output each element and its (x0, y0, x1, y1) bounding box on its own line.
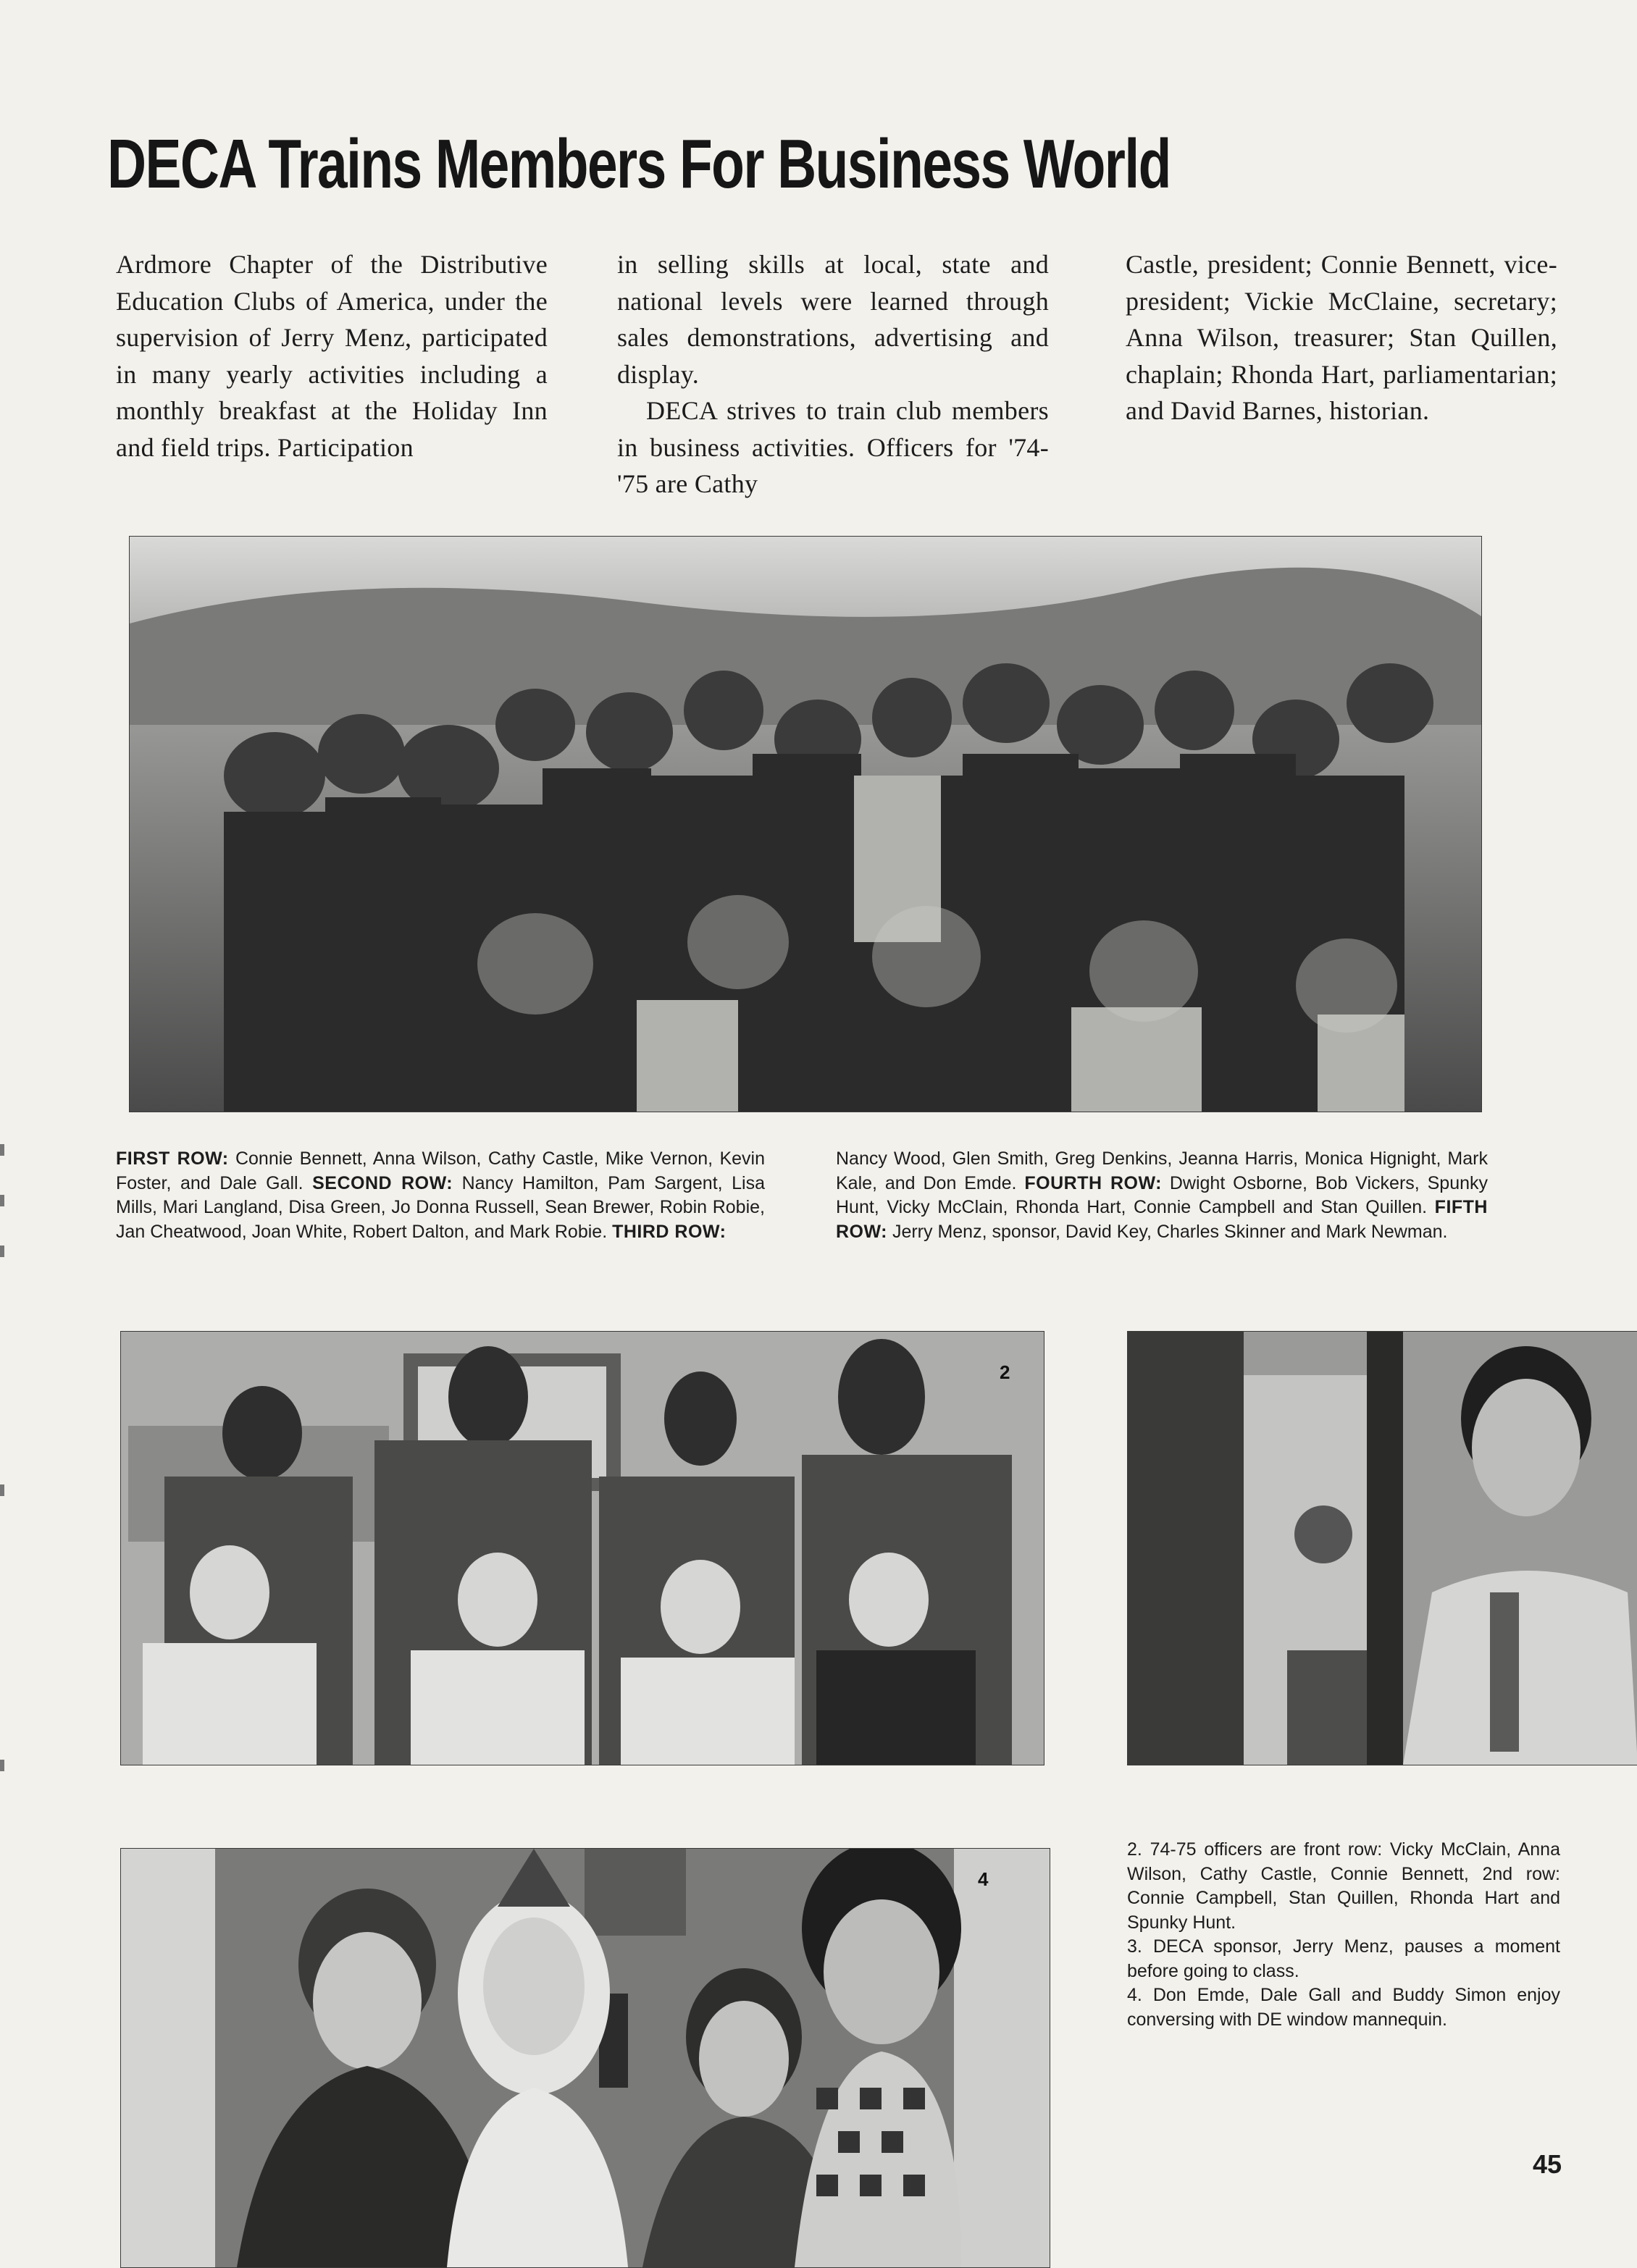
article-text: in selling skills at local, state and national levels were learned through sales demonstrations, advertising and display. (617, 250, 1049, 389)
binding-mark (0, 1246, 4, 1257)
photo-number: 4 (978, 1868, 989, 1890)
caption-row-label: FIRST ROW: (116, 1148, 229, 1169)
officers-photo-image (121, 1332, 1044, 1765)
photo-number: 2 (1000, 1361, 1010, 1383)
mannequin-photo-image (121, 1849, 1050, 2267)
caption-mannequin: 4. Don Emde, Dale Gall and Buddy Simon enjoy conversing with DE window mannequin. (1127, 1985, 1560, 2030)
caption-officers: 2. 74-75 officers are front row: Vicky McClain, Anna Wilson, Cathy Castle, Connie Bennett, 2nd row: Connie Campbell, Stan Quillen, Rhonda Hart and Spunky Hunt. (1127, 1839, 1560, 1933)
group-photo-caption-left (116, 1147, 765, 1244)
page-number: 45 (1533, 2149, 1562, 2179)
caption-row-names: Jerry Menz, sponsor, David Key, Charles Skinner and Mark Newman. (892, 1221, 1448, 1242)
article-column-2 (617, 246, 1049, 503)
caption-row-label: FIFTH ROW: (836, 1197, 1488, 1242)
caption-row-label: THIRD ROW: (612, 1221, 727, 1242)
caption-row-names: Nancy Wood, Glen Smith, Greg Denkins, Jeanna Harris, Monica Hignight, Mark Kale, and Don Emde. (836, 1148, 1488, 1193)
caption-row-label: FOURTH ROW: (1024, 1172, 1162, 1193)
caption-row-names: Connie Bennett, Anna Wilson, Cathy Castle, Mike Vernon, Kevin Foster, and Dale Gall. (116, 1148, 765, 1193)
group-photo-caption-right (836, 1147, 1488, 1244)
page-title: DECA Trains Members For Business World (107, 125, 1171, 203)
article-text: DECA strives to train club members in business activities. Officers for '74-'75 are Cathy (617, 396, 1049, 498)
mannequin-photo (120, 1848, 1050, 2268)
caption-row-names: Dwight Osborne, Bob Vickers, Spunky Hunt, Vicky McClain, Rhonda Hart, Connie Campbell and Stan Quillen. (836, 1172, 1488, 1217)
officers-photo (120, 1331, 1044, 1765)
binding-mark (0, 1484, 4, 1496)
article-column-1 (116, 246, 548, 466)
binding-mark (0, 1144, 4, 1156)
caption-sponsor: 3. DECA sponsor, Jerry Menz, pauses a moment before going to class. (1127, 1936, 1560, 1981)
group-photo-image (130, 537, 1481, 1112)
binding-mark (0, 1195, 4, 1206)
caption-row-names: Nancy Hamilton, Pam Sargent, Lisa Mills, Mari Langland, Disa Green, Jo Donna Russell, Sean Brewer, Robin Robie, Jan Cheatwood, Joan White, Robert Dalton, and Mark Robie. (116, 1172, 765, 1242)
caption-row-label: SECOND ROW: (312, 1172, 453, 1193)
article-text: Ardmore Chapter of the Distributive Education Clubs of America, under the supervision of Jerry Menz, participated in many yearly activities including a monthly breakfast at the Holiday Inn and field trips. Participation (116, 250, 548, 462)
side-captions (1127, 1838, 1560, 2032)
binding-mark (0, 1760, 4, 1771)
sponsor-photo-image (1128, 1332, 1637, 1765)
article-column-3 (1126, 246, 1557, 429)
group-photo (129, 536, 1482, 1112)
sponsor-photo (1127, 1331, 1637, 1765)
article-text: Castle, president; Connie Bennett, vice-president; Vickie McClaine, secretary; Anna Wilson, treasurer; Stan Quillen, chaplain; Rhonda Hart, parliamentarian; and David Barnes, historian. (1126, 250, 1557, 425)
